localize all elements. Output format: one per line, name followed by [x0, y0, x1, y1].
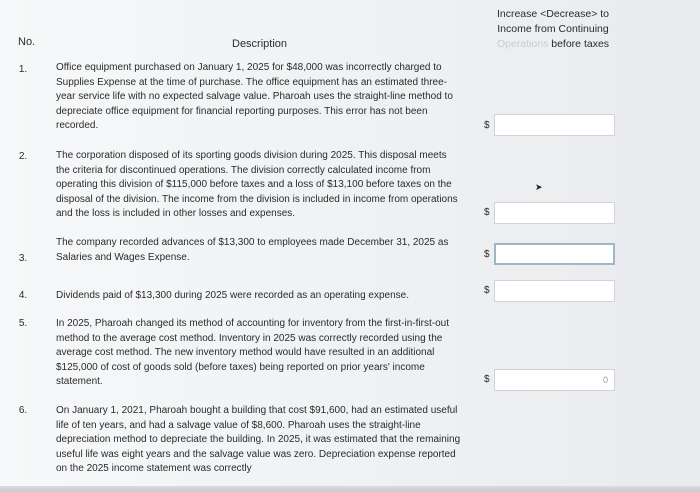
item-description: Office equipment purchased on January 1, 2025 for $48,000 was incorrectly charged to Supplies Expense at the time of purchase. The office equipment has an estimated three-year service life with no expected salvage value. Pharoah uses the straight-line method to depreciate office equipment for financial reporting purposes. This error has not been recorded. [56, 62, 453, 132]
bottom-divider [0, 486, 700, 492]
result-header-line3b: before taxes [551, 38, 610, 50]
item-number: 6. [18, 405, 28, 416]
answer-input-2[interactable] [494, 202, 615, 224]
item-number: 2. [18, 151, 28, 162]
item-number: 3. [18, 253, 28, 264]
item-number: 5. [18, 318, 28, 329]
result-header-line3a: Operations [496, 38, 549, 50]
currency-symbol: $ [484, 374, 490, 385]
answer-input-5[interactable]: 0 [494, 369, 615, 391]
item-description: The corporation disposed of its sporting goods division during 2025. This disposal meets the criteria for discontinued operations. The division correctly calculated income from operating this division of $115,000 before taxes and a loss of $13,100 before taxes on the disposal of the division. The income from the division is included in income from operations and the loss is included in other losses and expenses. [56, 150, 458, 220]
answer-input-1[interactable] [494, 114, 615, 136]
item-description: The company recorded advances of $13,300 to employees made December 31, 2025 as Salaries and Wages Expense. [56, 237, 449, 263]
result-header-line2: Income from Continuing [497, 23, 609, 35]
item-number: 4. [18, 290, 28, 301]
column-header-no: No. [18, 36, 36, 48]
item-description: In 2025, Pharoah changed its method of accounting for inventory from the first-in-first-out method to the average cost method. Inventory in 2025 was correctly recorded using the average cost method. The new inventory method would have resulted in an additional $125,000 of cost of goods sold (before taxes) being reported on prior years' income statement. [56, 318, 449, 388]
item-description: Dividends paid of $13,300 during 2025 were recorded as an operating expense. [56, 290, 410, 301]
currency-symbol: $ [484, 207, 490, 218]
mouse-cursor-icon: ➤ [535, 182, 543, 192]
answer-input-4[interactable] [494, 280, 615, 302]
currency-symbol: $ [484, 285, 490, 296]
item-number: 1. [18, 64, 28, 75]
column-header-result [478, 7, 628, 52]
item-description: On January 1, 2021, Pharoah bought a building that cost $91,600, had an estimated useful life of ten years, and had a salvage value of $8,600. Pharoah uses the straight-line depreciation method to depreciate the building. In 2025, it was estimated that the remaining useful life was eight years and the salvage value was zero. Depreciation expense reported on the 2025 income statement was correctly [56, 405, 461, 475]
result-header-line1: Increase <Decrease> to [496, 8, 610, 20]
currency-symbol: $ [484, 120, 490, 131]
result-header-line3 [478, 37, 628, 52]
currency-symbol: $ [484, 249, 490, 260]
answer-input-3[interactable] [494, 243, 615, 265]
column-header-description: Description [232, 38, 288, 50]
